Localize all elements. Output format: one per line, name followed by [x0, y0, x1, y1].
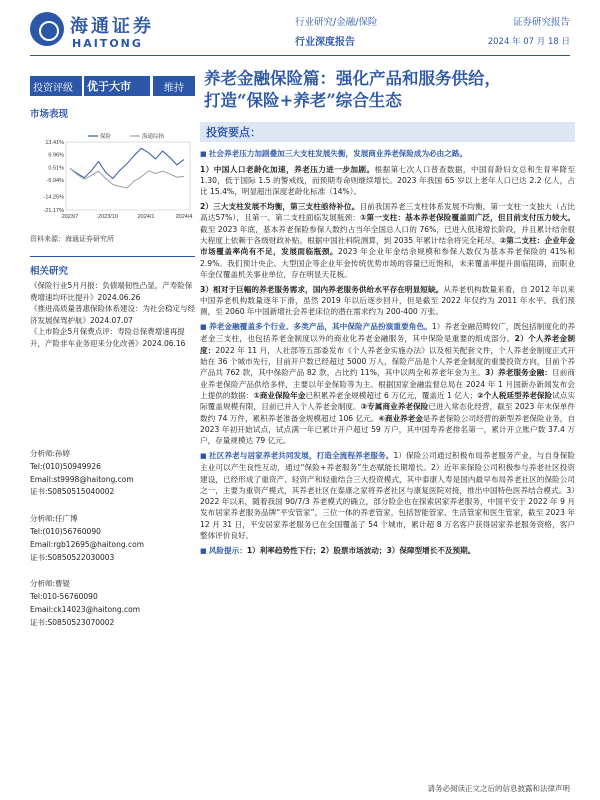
page-header — [0, 0, 600, 62]
rating-value: 优于大市 — [84, 76, 150, 96]
report-type: 行业深度报告 — [295, 37, 355, 48]
bullet-icon: ■ — [200, 150, 209, 158]
x-tick-label: 2024/1 — [137, 214, 155, 220]
main-content — [200, 68, 575, 561]
analyst-contacts — [30, 448, 195, 630]
analyst-name: 分析师:任广博 — [30, 514, 78, 524]
logo-chinese-text: 海通证券 — [70, 16, 154, 37]
logo-seal-icon — [30, 12, 64, 46]
y-tick-label: -21.17% — [43, 208, 64, 214]
report-date: 2024 年 07 月 18 日 — [487, 37, 570, 47]
risk-warning: ■ 风险提示：1）利率趋势性下行；2）股票市场波动；3）保障型增长不及预期。 — [200, 545, 476, 555]
chart-plot-area — [66, 142, 190, 210]
market-performance-chart — [30, 128, 195, 226]
paragraph-3: ■ 社区养老与居家养老共同发展，打造全流程养老服务。1）保险公司通过积极布局养老服务产业，与自身保险主业可以产生良性互动，通过“保险+养老服务”生态赋能长期增长。2）近年来保险公司积极参与养老社区投资建设，已经形成了重资产、轻资产和轻重结合三大投资模式，其中泰康人寿是国内最早布局养老社区的保险公司之一，主要为重资产模式，其养老社区在泰康之家将养老社区与康复医院对接，推出中国特色医养结合模式。3）2022 年以来，随着我国 90/7/3 养老模式的确立，部分险企也在探索居家养老服务，中国平安于 2022 年 9 月发布居家养老服务品牌“平安管家”，三位一体的养老管家，包括智能管家、生活管家和医生管家，截至 2023 年 12 月 31 日，平安居家养老服务已在全国覆盖了 54 个城市，累计超 8 万名客户获得居家养老服务资格，客户整体评价良好。 — [200, 450, 575, 540]
bullet-icon: ■ — [200, 546, 209, 555]
analyst-tel: Tel:(010)56760090 — [30, 526, 101, 536]
related-item[interactable]: 《保险行业5月月报：负债端韧性凸显，产寿险保费增速均环比提升》2024.06.26 — [30, 281, 193, 302]
report-title-line2: 打造“保险+养老”综合生态 — [204, 91, 402, 110]
analyst-cert: 证书:S0850523070002 — [30, 617, 115, 627]
chart-svg — [30, 128, 195, 226]
x-tick-label: 2023/10 — [98, 214, 118, 220]
y-tick-label: 13.41% — [45, 140, 64, 146]
x-tick-label: 2023/7 — [61, 214, 79, 220]
analyst-name: 分析师:孙婷 — [30, 449, 71, 458]
rating-bar — [30, 76, 195, 96]
disclaimer-footer: 请务必阅读正文之后的信息披露和法律声明 — [427, 784, 570, 793]
report-body — [200, 148, 575, 557]
paragraph-1-heading: ■ 社会养老压力加剧叠加三大支柱发展失衡，发展商业养老保险成为必由之路。 — [200, 149, 468, 158]
y-tick-label: -5.94% — [46, 178, 64, 185]
header-right-label: 证券研究报告 — [512, 17, 570, 28]
bullet-icon: ■ — [200, 451, 210, 460]
logo-english-text: HAITONG — [72, 37, 143, 50]
series-line-0 — [70, 148, 184, 178]
market-performance-title: 市场表现 — [30, 109, 69, 120]
analyst-email[interactable]: Email:ck14023@haitong.com — [30, 604, 141, 614]
y-tick-label: -14.25% — [43, 194, 64, 201]
analyst-name: 分析师:曹锟 — [30, 579, 71, 589]
analyst-email[interactable]: Email:rgb12695@haitong.com — [30, 539, 145, 549]
header-divider — [30, 55, 570, 56]
paragraph-1a: 1）中国人口老龄化加速，养老压力进一步加剧。根据第七次人口普查数据，中国育龄妇女总和生育率降至 1.30，低于国际 1.5 的警戒线，而预期寿命则继续增长。2023 年我国 65 岁以上老年人口已达 2.2 亿人，占比 15.4%，明显超出深度老龄化标准（14%）。 — [200, 164, 576, 197]
paragraph-1b: 2）三大支柱发展不均衡，第三支柱亟待补位。目前我国养老三支柱体系发展不均衡，第一支柱一支独大（占比高达57%），且第一、第二支柱面临发展瓶颈：①第一支柱：基本养老保险覆盖面广泛，但目前支付压力较大。截至 2023 年底，基本养老保险参保人数约占当年全国总人口的 76%，已进入低速增长阶段，并且累计结余很大程度上依赖于各级财政补贴。根据中国社科院测算，到 2035 年累计结余将完全耗尽。②第二支柱：企业年金市场覆盖率尚有不足，发展面临瓶颈。2023 年企业年金结余规模和参保人数仅为基本养老保险的 41%和 2.9%。我们预计央企、大型国企等企业年金传统优势市场的容量已近饱和，未来覆盖率提升面临阻碍，而职业年金仅覆盖机关事业单位，存在明显天花板。 — [200, 202, 576, 279]
y-tick-label: 6.96% — [48, 152, 64, 159]
x-tick-label: 2024/4 — [175, 214, 193, 220]
paragraph-1c: 3）相对于巨幅的养老服务需求，国内养老服务供给水平存在明显短缺。从养老机构数量来看，自 2012 年以来中国养老机构数量逐年下滑，虽然 2019 年以后逐步回升，但是截至 2022 年仅约为 2011 年水平。我们预测，至 2060 年中国新增社会养老床位的潜在需求约为 200-400 万张。 — [200, 284, 576, 317]
chart-source: 资料来源：海通证券研究所 — [30, 235, 114, 243]
analyst-tel: Tel:(010)50949926 — [30, 461, 101, 471]
key-points-header: 投资要点： — [200, 122, 575, 142]
related-item[interactable]: 《上市险企5月保费点评：寿险总保费增速再提升，产险非车业务迎来分化改善》2024.06.16 — [30, 327, 186, 348]
report-category: 行业研究/金融/保险 — [295, 17, 378, 28]
paragraph-2: ■ 养老金融覆盖多个行业、多类产品，其中保险产品扮演重要角色。1）养老金融范畴较广，既包括制度化的养老金三支柱，也包括养老金制度以外的商业化养老金融服务，其中保险是重要的组成部分。2）个人养老金制度：2022 年 11 月，人社部等五部委发布《个人养老金实施办法》以及相关配套文件，个人养老金制度正式开始在 36 个城市先行，目前开户数已经超过 5000 万人，保险产品是个人养老金制度的重要投资方向，目前个养产品共 762 款，其中保险产品 82 款，占比约 11%，其中以两全和养老年金为主。3）养老服务金融：目前商业养老保险产品供给多样，主要以年金保险等为主。根据国家金融监督总局在 2024 年 1 月国新办新闻发布会上提供的数据：①商业保险年金已积累养老金规模超过 6 万亿元，覆盖近 1 亿人；②个人税延型养老保险试点实际覆盖规模有限，目前已并入个人养老金制度。③专属商业养老保险已进入常态化经营，截至 2023 年末保单件数约 74 万件，累积养老准备金规模超过 106 亿元。④商业养老金是养老保险公司经营的新型养老保险业务，自 2023 年初开始试点，试点满一年已累计开户超过 59 万户，其中国寿养老排名第一，累计开立账户数 37.4 万户，存量规模达 79 亿元。 — [200, 322, 575, 446]
rating-label: 投资评级 — [30, 76, 82, 96]
company-logo — [30, 10, 170, 52]
report-title — [200, 68, 575, 112]
bullet-icon: ■ — [200, 323, 210, 332]
analyst-cert: 证书:S0850522030003 — [30, 552, 115, 562]
related-research-list — [30, 280, 195, 349]
rating-action: 维持 — [153, 76, 195, 96]
legend-label: 保险 — [100, 134, 112, 140]
analyst-email[interactable]: Email:st9998@haitong.com — [30, 474, 134, 484]
analyst-tel: Tel:010-56760090 — [30, 592, 98, 602]
report-title-line1: 养老金融保险篇：强化产品和服务供给， — [204, 69, 501, 88]
related-item[interactable]: 《推进高质量普惠保险体系建设：为社会稳定与经济发展保驾护航》2024.07.07 — [30, 304, 195, 325]
related-research-title: 相关研究 — [30, 256, 195, 277]
analyst-cert: 证书:S0850515040002 — [30, 487, 115, 497]
series-line-1 — [70, 168, 184, 188]
sidebar — [30, 76, 195, 349]
legend-label: 海通综指 — [142, 134, 165, 140]
y-tick-label: 0.51% — [48, 165, 64, 172]
